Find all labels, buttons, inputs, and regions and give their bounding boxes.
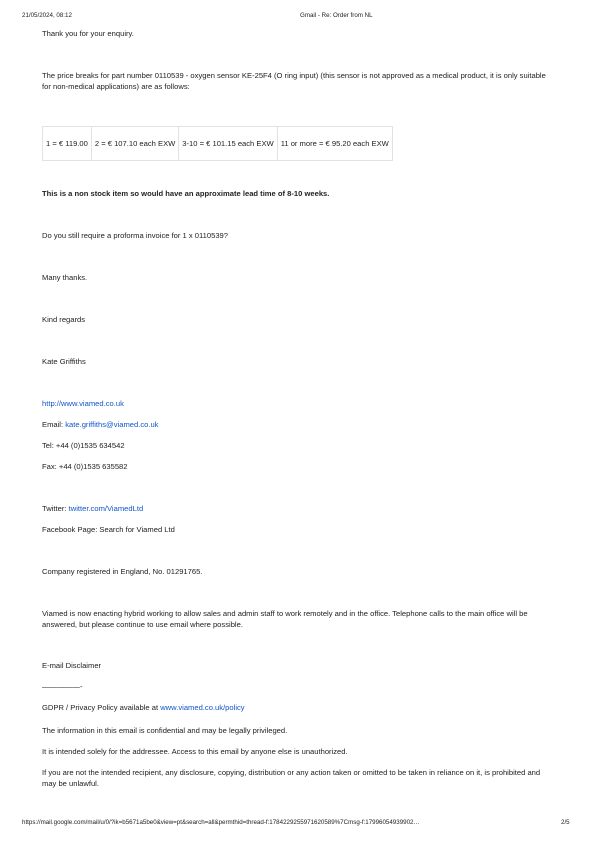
regards-text: Kind regards <box>42 315 86 324</box>
telephone-text: Tel: +44 (0)1535 634542 <box>42 441 125 450</box>
gdpr-line <box>42 702 554 713</box>
not-recipient-text: If you are not the intended recipient, any disclosure, copying, distribution or any action taken or omitted to be taken in reliance on it, is prohibited and may be unlawful. <box>42 768 541 788</box>
price-breaks-table <box>42 126 393 161</box>
hybrid-working-notice: Viamed is now enacting hybrid working to allow sales and admin staff to work remotely and in the office. Telephone calls to the main office will be answered, but please continue to use email where possible. <box>42 609 528 629</box>
proforma-question-text: Do you still require a proforma invoice for 1 x 0110539? <box>42 231 229 240</box>
email-link[interactable]: kate.griffiths@viamed.co.uk <box>65 420 159 429</box>
lead-time-text: This is a non stock item so would have an approximate lead time of 8-10 weeks. <box>42 189 330 198</box>
page-number: 2/5 <box>561 819 570 826</box>
print-datetime: 21/05/2024, 08:12 <box>22 12 72 19</box>
confidential-text: The information in this email is confidential and may be legally privileged. <box>42 726 288 735</box>
price-break-cell: 1 = € 119.00 <box>43 127 92 161</box>
price-break-cell: 11 or more = € 95.20 each EXW <box>277 127 392 161</box>
price-break-cell: 3-10 = € 101.15 each EXW <box>179 127 277 161</box>
twitter-line <box>42 503 554 514</box>
gdpr-label: GDPR / Privacy Policy available at <box>42 703 159 712</box>
email-line <box>42 419 554 430</box>
fax-text: Fax: +44 (0)1535 635582 <box>42 462 128 471</box>
disclaimer-divider: —————- <box>42 682 83 691</box>
twitter-link[interactable]: twitter.com/ViamedLtd <box>68 504 144 513</box>
facebook-text: Facebook Page: Search for Viamed Ltd <box>42 525 175 534</box>
print-url: https://mail.google.com/mail/u/0/?ik=b5671a5be0&view=pt&search=all&permthid=thread-f:1784229255971620589%7Cmsg-f:17996054939902… <box>22 819 420 826</box>
table-row <box>43 127 393 161</box>
disclaimer-title: E-mail Disclaimer <box>42 661 102 670</box>
privacy-policy-link[interactable]: www.viamed.co.uk/policy <box>160 703 245 712</box>
print-page-title: Gmail - Re: Order from NL <box>300 12 373 19</box>
addressee-text: It is intended solely for the addressee. Access to this email by anyone else is unauthorized. <box>42 747 348 756</box>
price-intro-text: The price breaks for part number 0110539 - oxygen sensor KE-25F4 (O ring input) (this sensor is not approved as a medical product, it is only suitable for non-medical applications) are as follows: <box>42 71 546 91</box>
website-link[interactable]: http://www.viamed.co.uk <box>42 399 124 408</box>
twitter-label: Twitter: <box>42 504 67 513</box>
email-label: Email: <box>42 420 64 429</box>
sender-name: Kate Griffiths <box>42 357 86 366</box>
company-registration-text: Company registered in England, No. 01291765. <box>42 567 203 576</box>
thanks-text: Many thanks. <box>42 273 88 282</box>
price-break-cell: 2 = € 107.10 each EXW <box>91 127 178 161</box>
greeting-text: Thank you for your enquiry. <box>42 29 134 38</box>
